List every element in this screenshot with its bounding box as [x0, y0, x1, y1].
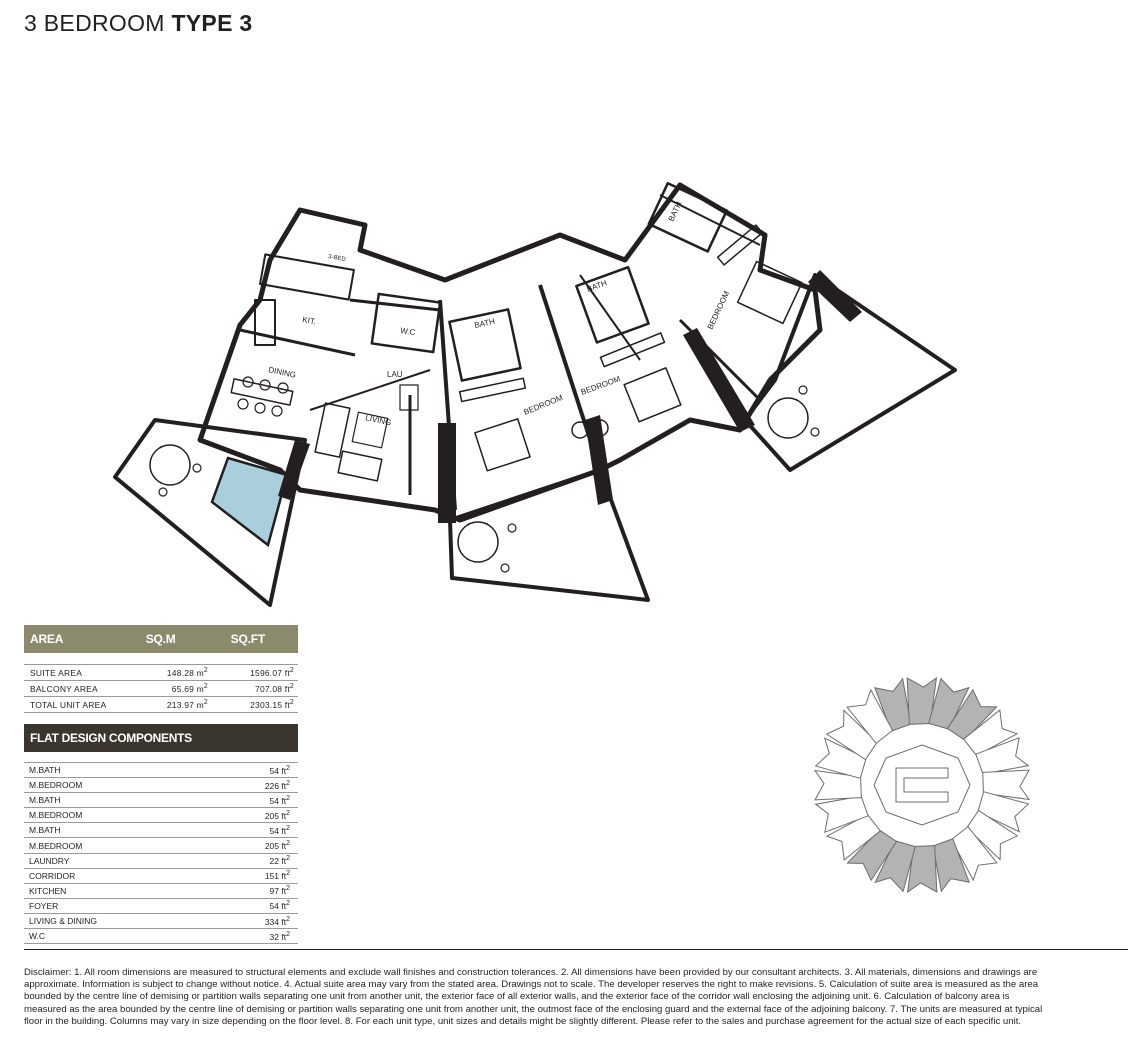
component-value: 54 $ft^2$: [269, 825, 290, 836]
component-row: [24, 869, 298, 884]
component-row: [24, 929, 298, 944]
component-value: 54 $ft^2$: [269, 794, 290, 806]
area-row-balcony: BALCONY AREA 65.69 $m^2$ 707.08 $ft^2$: [24, 681, 298, 697]
svg-text:BATH: BATH: [666, 200, 684, 223]
component-name: FOYER: [29, 900, 59, 911]
component-row: [24, 793, 298, 808]
component-name: LAUNDRY: [29, 855, 70, 866]
component-name: KITCHEN: [29, 885, 67, 896]
svg-text:BEDROOM: BEDROOM: [579, 374, 622, 397]
component-value: 22 $ft^2$: [269, 855, 290, 867]
component-value: 54 $ft^2$: [269, 900, 290, 912]
component-value: 205 $ft^2$: [264, 840, 290, 851]
component-name: LIVING & DINING: [29, 915, 98, 926]
component-name: CORRIDOR: [29, 870, 76, 881]
svg-text:BATH: BATH: [585, 278, 609, 294]
disclaimer-text: Disclaimer: 1. All room dimensions are measured to structural elements and exclude wall finishes and construction tolerances. 2. All dimensions have been provided by our consultant architects. 3. All materials, dimensions and drawings are approximate. Information is subject to change without notice. 4. Actual suite area may vary from the stated area. Drawings not to scale. The developer reserves the right to make revisions. 5. Calculation of suite area is measured as the area bounded by the centre line of demising or partition walls separating one unit from another unit, the exterior face of all exterior walls, and the exterior face of the corridor wall enclosing the adjoining unit. 6. Calculation of balcony area is measured as the area bounded by the centre line of demising or partition walls separating one unit from another unit, the outmost face of the enclosing guard and the external face of the adjoining balcony. 7. The units are measured at typical floor in the building. Columns may vary in size depending on the floor level. 8. For each unit type, unit sizes and details might be slightly different. Please refer to the sales and purchase agreement for the actual size of each specific unit.: [24, 967, 1043, 1027]
svg-text:BEDROOM: BEDROOM: [705, 289, 732, 331]
component-value: 205 $ft^2$: [264, 809, 290, 821]
area-table: [24, 625, 298, 713]
svg-text:DINING: DINING: [267, 365, 297, 380]
component-row: [24, 778, 298, 793]
component-row: [24, 808, 298, 823]
component-value: 32 $ft^2$: [269, 930, 290, 942]
area-row-suite: SUITE AREA 148.28 $m^2$ 1596.07 $ft^2$: [24, 664, 298, 681]
component-name: M.BEDROOM: [29, 810, 83, 821]
svg-text:LAU: LAU: [387, 370, 403, 379]
floor-plan: [100, 170, 980, 620]
components-header: FLAT DESIGN COMPONENTS: [24, 724, 298, 752]
header-sqft: SQ.FT: [230, 632, 265, 646]
title-type: TYPE 3: [171, 10, 253, 36]
header-sqm: SQ.M: [145, 632, 176, 646]
component-name: M.BATH: [29, 765, 61, 776]
component-value: 226 $ft^2$: [264, 779, 290, 791]
header-area: AREA: [30, 632, 64, 646]
component-value: 334 $ft^2$: [264, 915, 290, 927]
component-row: [24, 823, 298, 838]
key-plan: [800, 660, 1045, 895]
component-name: M.BEDROOM: [29, 840, 83, 851]
svg-text:BATH: BATH: [473, 316, 496, 330]
svg-text:LIVING: LIVING: [364, 413, 393, 428]
component-name: M.BATH: [29, 825, 61, 836]
component-row: [24, 838, 298, 853]
footer-divider: [24, 949, 1128, 950]
svg-text:BEDROOM: BEDROOM: [522, 393, 565, 417]
component-value: 97 $ft^2$: [269, 885, 290, 897]
title-prefix: 3 BEDROOM: [24, 10, 165, 36]
component-name: M.BEDROOM: [29, 780, 83, 791]
pool: [212, 458, 287, 545]
components-table: [24, 724, 298, 944]
component-name: W.C: [29, 931, 46, 942]
svg-text:KIT.: KIT.: [301, 315, 317, 327]
component-value: 54 $ft^2$: [269, 764, 290, 776]
component-name: M.BATH: [29, 795, 61, 806]
area-row-total: TOTAL UNIT AREA 213.97 $m^2$ 2303.15 $ft^2$: [24, 697, 298, 713]
component-row: [24, 884, 298, 899]
component-row: [24, 762, 298, 778]
area-table-header: [24, 625, 298, 653]
component-row: [24, 899, 298, 914]
svg-text:3-BED: 3-BED: [327, 254, 347, 264]
component-row: [24, 914, 298, 929]
component-row: [24, 854, 298, 869]
component-value: 151 $ft^2$: [264, 870, 290, 882]
page-title: [24, 10, 253, 37]
svg-text:W.C: W.C: [399, 326, 416, 338]
